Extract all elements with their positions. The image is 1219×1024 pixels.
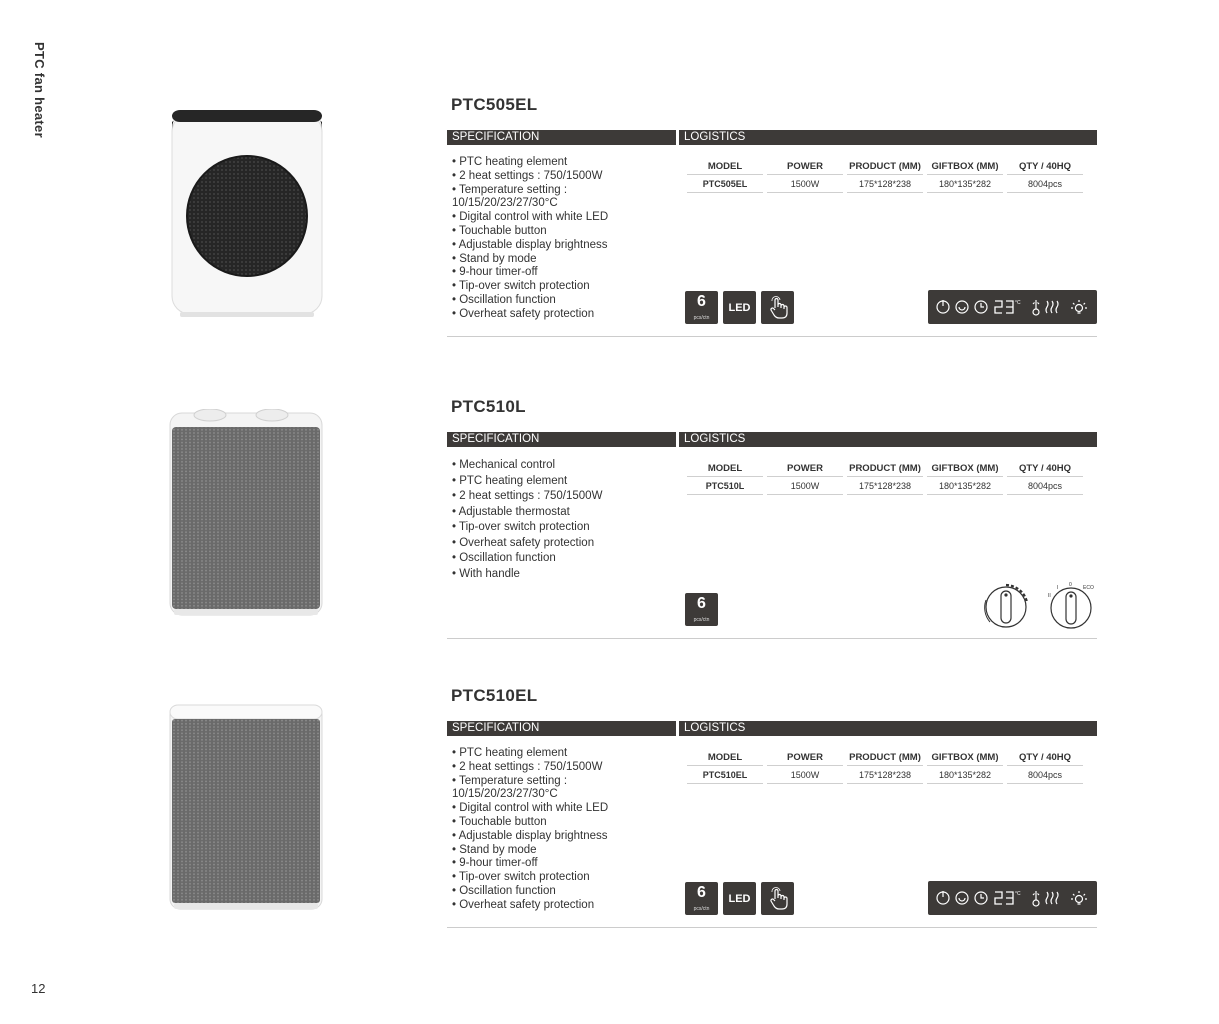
spec-item: • Oscillation function [452, 293, 556, 306]
timer-icon [975, 892, 987, 904]
col-power: POWER [767, 459, 843, 477]
spec-item: • Digital control with white LED [452, 211, 609, 224]
col-giftbox: GIFTBOX (MM) [927, 459, 1003, 477]
cell-qty: 8004pcs [1007, 477, 1083, 495]
specification-header: SPECIFICATION [447, 130, 676, 145]
table-row [687, 766, 1083, 784]
cell-product: 175*128*238 [847, 477, 923, 495]
standby-icon [956, 892, 968, 904]
spec-list [452, 458, 676, 582]
section-divider [447, 638, 1097, 639]
col-qty: QTY / 40HQ [1007, 157, 1083, 175]
carton-quantity-icon: 6 pcs/ctn [685, 593, 718, 626]
col-qty: QTY / 40HQ [1007, 459, 1083, 477]
ptc505el-product-image [160, 108, 335, 338]
svg-text:ECO: ECO [1083, 585, 1094, 591]
model-title: PTC505EL [451, 95, 538, 114]
col-product: PRODUCT (MM) [847, 459, 923, 477]
col-power: POWER [767, 748, 843, 766]
col-qty: QTY / 40HQ [1007, 748, 1083, 766]
svg-text:I: I [1057, 585, 1059, 591]
section-divider [447, 927, 1097, 928]
svg-text:II: II [1048, 593, 1051, 599]
spec-list [452, 747, 676, 913]
power-icon [937, 300, 949, 313]
svg-text:0: 0 [1069, 582, 1072, 588]
spec-item: • 2 heat settings : 750/1500W [452, 490, 603, 502]
logistics-table [683, 748, 1087, 784]
spec-item: • With handle [452, 567, 520, 580]
col-power: POWER [767, 157, 843, 175]
section-divider [447, 336, 1097, 337]
col-model: MODEL [687, 157, 763, 175]
control-panel-icons [928, 881, 1097, 915]
spec-item: • Stand by mode [452, 252, 537, 265]
power-icon [937, 891, 949, 904]
spec-item: • Oscillation function [452, 884, 556, 897]
spec-item: • Tip-over switch protection [452, 280, 590, 293]
brightness-icon [1071, 891, 1087, 904]
mode-knob-icon [1044, 578, 1102, 637]
spec-item: • PTC heating element [452, 156, 568, 168]
brightness-icon [1071, 300, 1087, 313]
logistics-header: LOGISTICS [679, 432, 1097, 447]
col-product: PRODUCT (MM) [847, 157, 923, 175]
spec-item: • Touchable button [452, 815, 547, 828]
cell-giftbox: 180*135*282 [927, 175, 1003, 193]
spec-item: • 2 heat settings : 750/1500W [452, 169, 603, 182]
standby-icon [956, 301, 968, 313]
side-section-title: PTC fan heater [32, 42, 47, 138]
control-panel-icons [928, 290, 1097, 324]
thermostat-knob-icon [980, 582, 1032, 637]
carton-quantity-icon: 6 pcs/ctn [685, 882, 718, 915]
spec-item: • 2 heat settings : 750/1500W [452, 760, 603, 773]
cell-power: 1500W [767, 175, 843, 193]
spec-item: • Oscillation function [452, 552, 556, 564]
cell-product: 175*128*238 [847, 766, 923, 784]
col-product: PRODUCT (MM) [847, 748, 923, 766]
spec-item: • Overheat safety protection [452, 536, 595, 549]
temperature-display-icon [995, 300, 1021, 313]
logistics-table [683, 459, 1087, 495]
spec-item: • Overheat safety protection [452, 307, 595, 320]
carton-quantity-icon: 6 pcs/ctn [685, 291, 718, 324]
temperature-display-icon [995, 891, 1021, 904]
spec-item: • Mechanical control [452, 459, 556, 471]
spec-item: • Temperature setting : [452, 774, 568, 787]
cell-giftbox: 180*135*282 [927, 766, 1003, 784]
logistics-header: LOGISTICS [679, 130, 1097, 145]
model-title: PTC510L [451, 397, 526, 416]
cell-qty: 8004pcs [1007, 175, 1083, 193]
specification-header: SPECIFICATION [447, 432, 676, 447]
cell-model: PTC510L [687, 477, 763, 495]
cell-power: 1500W [767, 766, 843, 784]
spec-item: • Adjustable thermostat [452, 505, 570, 518]
ptc510el-product-image [160, 703, 335, 933]
col-giftbox: GIFTBOX (MM) [927, 748, 1003, 766]
spec-item: • Digital control with white LED [452, 802, 609, 815]
spec-item: • Adjustable display brightness [452, 829, 608, 842]
ptc510l-product-image [160, 409, 335, 639]
spec-list [452, 156, 676, 322]
cell-model: PTC510EL [687, 766, 763, 784]
table-row [687, 175, 1083, 193]
cell-giftbox: 180*135*282 [927, 477, 1003, 495]
spec-item: • Overheat safety protection [452, 898, 595, 911]
spec-item: 10/15/20/23/27/30°C [452, 197, 558, 210]
logistics-header: LOGISTICS [679, 721, 1097, 736]
heat-waves-icon [1046, 301, 1058, 313]
timer-icon [975, 301, 987, 313]
spec-item: • Stand by mode [452, 843, 537, 856]
thermostat-icon [1033, 891, 1039, 906]
model-title: PTC510EL [451, 686, 538, 705]
col-model: MODEL [687, 459, 763, 477]
touch-hand-icon [761, 882, 794, 915]
spec-item: 10/15/20/23/27/30°C [452, 788, 558, 801]
led-display-icon: LED [723, 882, 756, 915]
spec-item: • PTC heating element [452, 474, 568, 487]
heat-waves-icon [1046, 892, 1058, 904]
specification-header: SPECIFICATION [447, 721, 676, 736]
table-row [687, 477, 1083, 495]
spec-item: • Temperature setting : [452, 183, 568, 196]
spec-item: • 9-hour timer-off [452, 857, 538, 870]
cell-power: 1500W [767, 477, 843, 495]
col-model: MODEL [687, 748, 763, 766]
col-giftbox: GIFTBOX (MM) [927, 157, 1003, 175]
page-number: 12 [31, 981, 46, 996]
spec-item: • Tip-over switch protection [452, 871, 590, 884]
cell-qty: 8004pcs [1007, 766, 1083, 784]
logistics-table [683, 157, 1087, 193]
svg-text:°C: °C [1014, 300, 1021, 306]
spec-item: • Tip-over switch protection [452, 521, 590, 533]
spec-item: • Touchable button [452, 224, 547, 237]
thermostat-icon [1033, 300, 1039, 315]
led-display-icon: LED [723, 291, 756, 324]
spec-item: • PTC heating element [452, 747, 568, 759]
svg-text:°C: °C [1014, 891, 1021, 897]
spec-item: • 9-hour timer-off [452, 266, 538, 279]
cell-model: PTC505EL [687, 175, 763, 193]
cell-product: 175*128*238 [847, 175, 923, 193]
spec-item: • Adjustable display brightness [452, 238, 608, 251]
touch-hand-icon [761, 291, 794, 324]
